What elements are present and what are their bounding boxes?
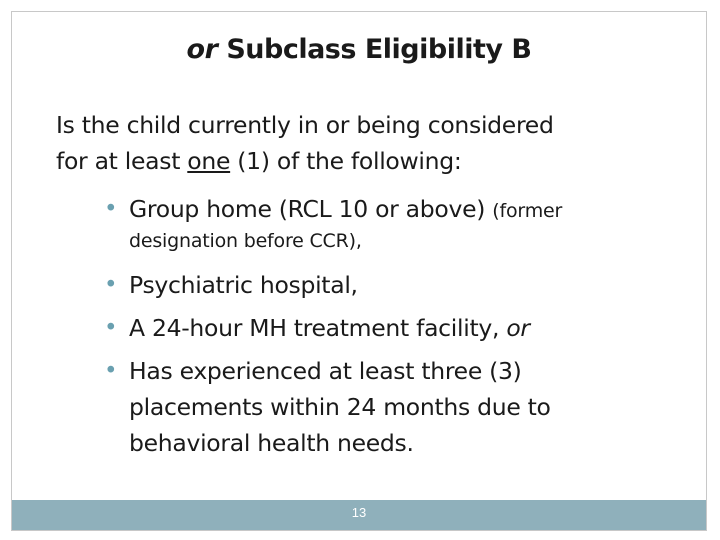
bullet-main-text: A 24-hour MH treatment facility, [129,314,507,342]
slide-title [12,34,706,65]
bullet-text: Psychiatric hospital, [129,271,358,299]
page-number: 13 [351,505,367,520]
intro-line-1: Is the child currently in or being considered [56,111,554,139]
title-italic-prefix: or [186,34,218,65]
bullet-marker: • [104,272,118,298]
bullet-text [129,353,669,461]
bullet-italic-text: or [506,314,530,342]
intro-underlined-word: one [187,147,231,175]
intro-line-2-before: for at least [56,147,188,175]
bullet-marker: • [104,315,118,341]
bullet-main-text: Group home (RCL 10 or above) [129,195,493,223]
title-main-text: Subclass Eligibility B [217,34,532,65]
intro-line-2-after: (1) of the following: [230,147,462,175]
slide [11,11,707,531]
bullet-text [129,310,669,346]
footer-bar [12,500,706,530]
bullet-marker: • [104,196,118,222]
bullet-line-3: behavioral health needs. [129,429,414,457]
intro-line-2 [56,143,676,179]
bullet-small-text: (former [492,200,563,222]
intro-question [56,107,676,179]
bullet-line-2: placements within 24 months due to [129,393,551,421]
bullet-continuation: designation before CCR), [129,230,362,252]
bullet-text [129,191,669,229]
bullet-line-1: Has experienced at least three (3) [129,357,522,385]
bullet-marker: • [104,358,118,384]
